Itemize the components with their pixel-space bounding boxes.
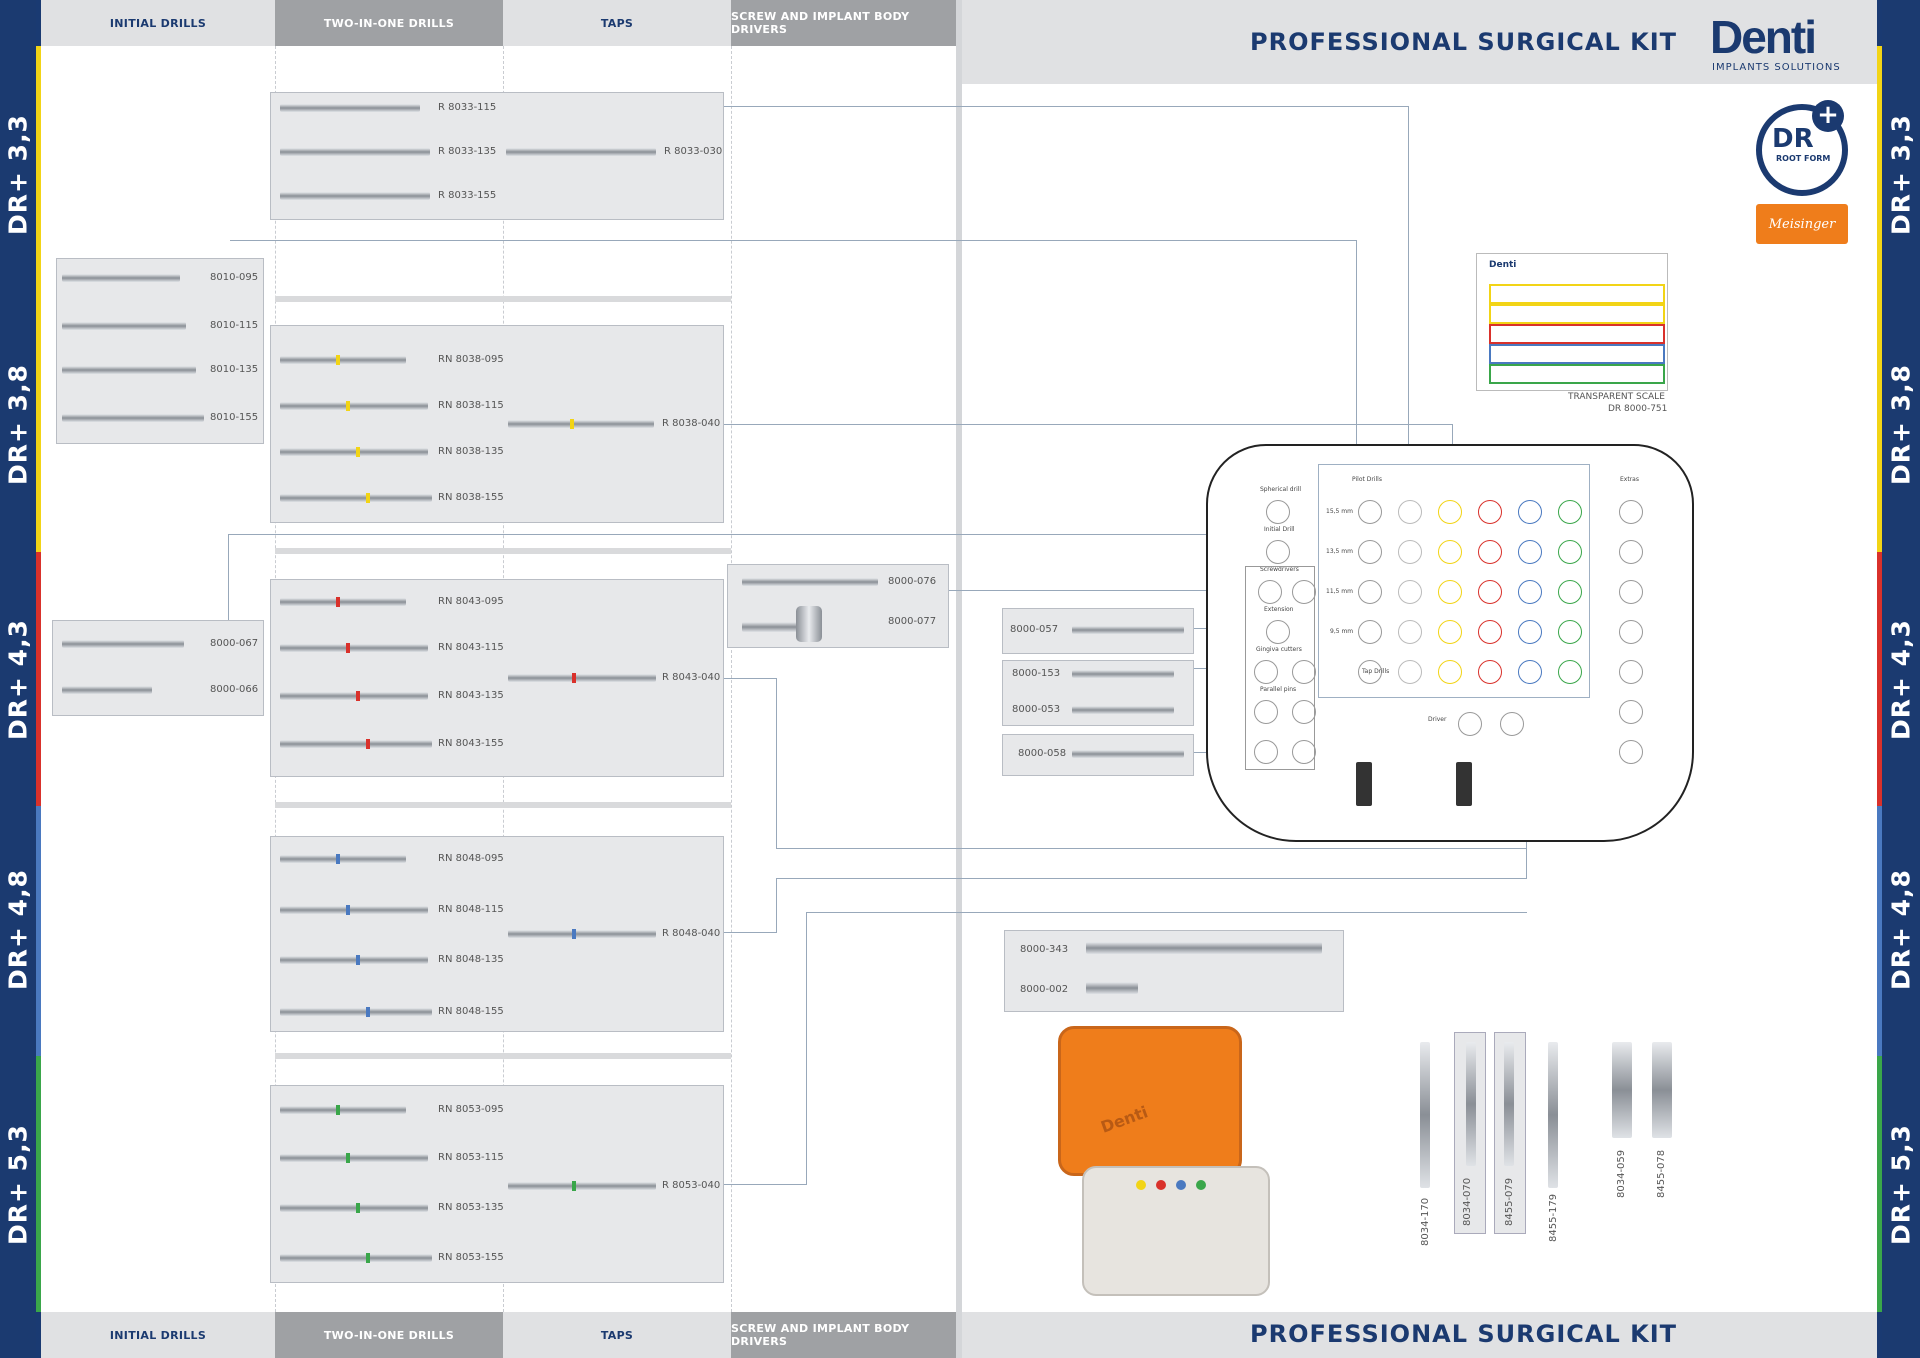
tray-socket-extra	[1619, 700, 1643, 724]
drill-code: RN 8048-095	[438, 853, 504, 864]
vertical-code: 8034-070	[1462, 1177, 1473, 1226]
vertical-code: 8034-059	[1616, 1149, 1627, 1198]
driver-code: 8000-077	[888, 616, 937, 627]
color-band	[572, 929, 576, 939]
tray-socket-extra	[1619, 740, 1643, 764]
drill-code: R 8033-115	[438, 102, 497, 113]
connector	[776, 848, 1526, 849]
drill-code: RN 8043-115	[438, 642, 504, 653]
vertical-code: 8034-170	[1420, 1197, 1431, 1246]
two-in-one-drill	[280, 494, 432, 502]
two-in-one-drill	[280, 148, 430, 156]
transparent-scale-label: TRANSPARENT SCALE	[1568, 392, 1665, 402]
color-band	[356, 1203, 360, 1213]
two-in-one-drill	[280, 1008, 432, 1016]
drill-tool	[62, 640, 184, 648]
two-in-one-drill	[280, 1154, 428, 1162]
tray-col-header: Pilot Drills	[1352, 476, 1382, 483]
side-label-right-53: DR+ 5,3	[1886, 1124, 1916, 1245]
tap-code: R 8033-030	[664, 146, 723, 157]
connector	[1408, 106, 1409, 446]
color-band	[570, 419, 574, 429]
tap-tool	[508, 930, 656, 938]
transparent-scale-image	[1476, 253, 1668, 391]
two-in-one-drill	[280, 192, 430, 200]
two-in-one-drill	[280, 1106, 406, 1114]
tap-tool	[506, 148, 656, 156]
tap-tool	[508, 420, 654, 428]
two-in-one-drill	[280, 906, 428, 914]
two-in-one-drill	[280, 598, 406, 606]
drill-code: RN 8043-095	[438, 596, 504, 607]
drill-code: RN 8053-095	[438, 1104, 504, 1115]
drill-code: RN 8053-155	[438, 1252, 504, 1263]
vertical-tool	[1504, 1042, 1514, 1166]
drill-tool	[62, 414, 204, 422]
color-band	[356, 691, 360, 701]
footer-initial-drills: INITIAL DRILLS	[41, 1312, 275, 1358]
tray-row-label: Driver	[1428, 716, 1447, 723]
side-label-right-38: DR+ 3,8	[1886, 364, 1916, 485]
kit-box-cap	[1136, 1180, 1146, 1190]
driver-handle	[796, 606, 822, 642]
vertical-tool	[1420, 1042, 1430, 1188]
kit-box-lid	[1058, 1026, 1242, 1176]
side-label-left-43: DR+ 4,3	[3, 619, 33, 740]
color-band	[366, 493, 370, 503]
footer-drivers: SCREW AND IMPLANT BODY DRIVERS	[731, 1312, 956, 1358]
initial-drill-code: 8010-155	[210, 412, 259, 423]
tray-col-header: Extras	[1620, 476, 1639, 483]
header-two-in-one: TWO-IN-ONE DRILLS	[275, 0, 503, 46]
group-separator	[275, 548, 731, 554]
plus-icon: +	[1812, 100, 1844, 132]
two-in-one-drill	[280, 1254, 432, 1262]
kit-box-cap	[1176, 1180, 1186, 1190]
footer-two-in-one: TWO-IN-ONE DRILLS	[275, 1312, 503, 1358]
accessory-code: 8000-057	[1010, 624, 1059, 635]
connector	[722, 1184, 806, 1185]
drill-code: RN 8043-155	[438, 738, 504, 749]
color-band	[346, 905, 350, 915]
wrench-code: 8000-002	[1020, 984, 1069, 995]
side-label-left-38: DR+ 3,8	[3, 364, 33, 485]
tray-row-label: 11,5 mm	[1326, 588, 1353, 595]
accessory-tool	[1072, 670, 1174, 678]
tap-code: R 8053-040	[662, 1180, 721, 1191]
initial-drill-code: 8010-095	[210, 272, 259, 283]
drill-tool	[62, 366, 196, 374]
tray-grid-box	[1318, 464, 1590, 698]
accessory-tool	[1072, 750, 1184, 758]
two-in-one-drill	[280, 356, 406, 364]
connector	[228, 534, 1258, 535]
connector	[722, 932, 776, 933]
driver-tool	[742, 578, 878, 586]
vertical-code: 8455-078	[1656, 1149, 1667, 1198]
stripe-red-right	[1877, 552, 1882, 806]
tray-clip	[1356, 762, 1372, 806]
side-label-left-53: DR+ 5,3	[3, 1124, 33, 1245]
initial-drill-code: 8010-115	[210, 320, 259, 331]
color-band	[366, 1253, 370, 1263]
stripe-green-right	[1877, 1056, 1882, 1312]
stripe-blue-right	[1877, 806, 1882, 1056]
drill-code: RN 8038-135	[438, 446, 504, 457]
side-label-left-48: DR+ 4,8	[3, 869, 33, 990]
two-in-one-drill	[280, 448, 428, 456]
header-taps: TAPS	[503, 0, 731, 46]
vertical-code: 8455-079	[1504, 1177, 1515, 1226]
drill-code: RN 8048-135	[438, 954, 504, 965]
drill-code: RN 8038-155	[438, 492, 504, 503]
vertical-tool	[1612, 1042, 1632, 1138]
drill-code: RN 8038-095	[438, 354, 504, 365]
tray-socket-side	[1458, 712, 1482, 736]
drill-code: RN 8048-155	[438, 1006, 504, 1017]
tray-socket-side	[1266, 500, 1290, 524]
drill-tool	[62, 322, 186, 330]
tray-left-box	[1245, 566, 1315, 770]
initial-drills-panel-2	[52, 620, 264, 716]
drill-code: RN 8053-115	[438, 1152, 504, 1163]
connector	[1356, 240, 1357, 466]
two-in-one-drill	[280, 855, 406, 863]
drill-tool	[62, 274, 180, 282]
initial-drill-code: 8000-066	[210, 684, 259, 695]
kit-box-cap	[1156, 1180, 1166, 1190]
brand-logo: Denti	[1710, 11, 1815, 63]
tray-socket-extra	[1619, 660, 1643, 684]
kit-title-footer: PROFESSIONAL SURGICAL KIT	[1250, 1320, 1678, 1348]
accessory-code: 8000-058	[1018, 748, 1067, 759]
tray-socket-extra	[1619, 580, 1643, 604]
wrench-code: 8000-343	[1020, 944, 1069, 955]
color-band	[336, 854, 340, 864]
two-in-one-drill	[280, 644, 428, 652]
color-band	[366, 1007, 370, 1017]
header-drivers: SCREW AND IMPLANT BODY DRIVERS	[731, 0, 956, 46]
connector	[230, 240, 1356, 241]
tap-code: R 8048-040	[662, 928, 721, 939]
driver-code: 8000-076	[888, 576, 937, 587]
driver-tool	[742, 622, 798, 632]
torque-wrench	[1086, 942, 1322, 954]
drill-code: RN 8043-135	[438, 690, 504, 701]
tray-socket-extra	[1619, 500, 1643, 524]
tray-clip	[1456, 762, 1472, 806]
tray-row-label: 9,5 mm	[1330, 628, 1354, 635]
kit-title: PROFESSIONAL SURGICAL KIT	[1250, 28, 1678, 56]
color-band	[356, 447, 360, 457]
connector	[722, 106, 1408, 107]
color-band	[336, 355, 340, 365]
tray-socket-side	[1500, 712, 1524, 736]
tap-code: R 8043-040	[662, 672, 721, 683]
tray-socket-extra	[1619, 620, 1643, 644]
accessory-tool	[1072, 706, 1174, 714]
initial-drill-code: 8000-067	[210, 638, 259, 649]
tap-code: R 8038-040	[662, 418, 721, 429]
drill-code: R 8033-155	[438, 190, 497, 201]
tray-row-label: Tap Drills	[1362, 668, 1390, 675]
connector	[948, 590, 1248, 591]
vertical-code: 8455-179	[1548, 1193, 1559, 1242]
tap-tool	[508, 1182, 656, 1190]
color-band	[346, 643, 350, 653]
connector	[722, 424, 1452, 425]
two-in-one-drill	[280, 1204, 428, 1212]
transparent-scale-code: DR 8000-751	[1608, 404, 1668, 414]
accessory-code: 8000-053	[1012, 704, 1061, 715]
color-band	[336, 597, 340, 607]
group-separator	[275, 296, 731, 302]
vertical-tool	[1548, 1042, 1558, 1188]
dr-badge-text: DR	[1772, 124, 1814, 154]
stripe-yellow-right	[1877, 46, 1882, 552]
tray-row-label: 13,5 mm	[1326, 548, 1353, 555]
tray-socket-side	[1266, 540, 1290, 564]
tray-socket-extra	[1619, 540, 1643, 564]
two-in-one-drill	[280, 104, 420, 112]
two-in-one-drill	[280, 956, 428, 964]
initial-drill-code: 8010-135	[210, 364, 259, 375]
color-band	[572, 673, 576, 683]
drill-code: RN 8038-115	[438, 400, 504, 411]
tray-label: Screwdrivers	[1260, 566, 1299, 573]
wrench-adapter	[1086, 982, 1138, 994]
two-in-one-drill	[280, 692, 428, 700]
kit-box-logo: Denti	[1098, 1102, 1151, 1137]
two-in-one-drill	[280, 402, 428, 410]
group-separator	[275, 802, 731, 808]
tap-tool	[508, 674, 656, 682]
scale-logo: Denti	[1489, 260, 1517, 270]
tray-label: Spherical drill	[1260, 486, 1302, 493]
meisinger-logo: Meisinger	[1756, 204, 1848, 244]
kit-box-cap	[1196, 1180, 1206, 1190]
connector	[722, 678, 777, 849]
side-label-right-43: DR+ 4,3	[1886, 619, 1916, 740]
color-band	[346, 1153, 350, 1163]
color-band	[356, 955, 360, 965]
header-initial-drills: INITIAL DRILLS	[41, 0, 275, 46]
accessory-code: 8000-153	[1012, 668, 1061, 679]
drill-code: RN 8053-135	[438, 1202, 504, 1213]
color-band	[366, 739, 370, 749]
drill-code: RN 8048-115	[438, 904, 504, 915]
tray-label: Initial Drill	[1264, 526, 1295, 533]
side-label-right-48: DR+ 4,8	[1886, 869, 1916, 990]
tray-row-label: 15,5 mm	[1326, 508, 1353, 515]
footer-taps: TAPS	[503, 1312, 731, 1358]
vertical-tool	[1466, 1042, 1476, 1166]
accessory-tool	[1072, 626, 1184, 634]
dr-badge-sub: ROOT FORM	[1776, 154, 1831, 163]
color-band	[572, 1181, 576, 1191]
side-label-right-33: DR+ 3,3	[1886, 114, 1916, 235]
two-in-one-drill	[280, 740, 432, 748]
brand-tagline: IMPLANTS SOLUTIONS	[1712, 62, 1841, 73]
connector	[228, 534, 229, 620]
drill-tool	[62, 686, 152, 694]
side-label-left-33: DR+ 3,3	[3, 114, 33, 235]
tray-label: Gingiva cutters	[1256, 646, 1302, 653]
tray-label: Extension	[1264, 606, 1294, 613]
color-band	[346, 401, 350, 411]
color-band	[336, 1105, 340, 1115]
group-separator	[275, 1053, 731, 1059]
vertical-tool	[1652, 1042, 1672, 1138]
tray-label: Parallel pins	[1260, 686, 1297, 693]
drill-code: R 8033-135	[438, 146, 497, 157]
